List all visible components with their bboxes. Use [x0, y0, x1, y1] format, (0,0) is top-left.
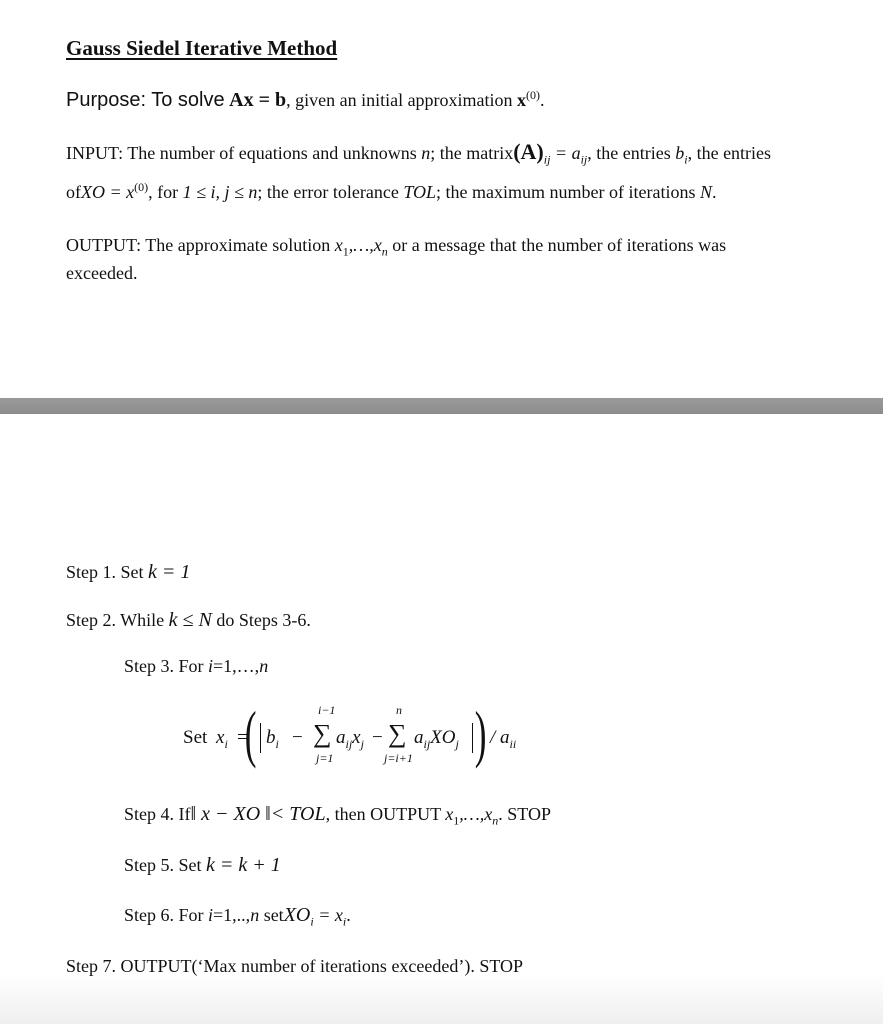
formula-XO: XO: [430, 727, 456, 748]
step-4-mid: ,…,x: [459, 804, 493, 824]
formula-b: [266, 726, 279, 750]
step-6-i: i: [208, 905, 214, 925]
formula-paren-right: ): [474, 698, 487, 769]
purpose-end: .: [540, 90, 545, 110]
input-range: 1 ≤ i, j ≤ n: [182, 182, 258, 202]
purpose-label: Purpose: To solve: [66, 89, 225, 111]
sigma-2-lower: j=i+1: [384, 751, 413, 765]
step-6-range: =1,..,: [213, 905, 251, 925]
formula-b-sub: i: [275, 736, 279, 751]
input-text-h: ; the maximum number of iterations: [436, 182, 696, 202]
step-4-label: Step 4. If: [124, 804, 191, 824]
sigma-1: ∑: [313, 719, 332, 748]
step-3-n: n: [259, 656, 269, 676]
input-text-d: , the entries: [687, 143, 772, 163]
output-text-b: or a message that the number of iterations was: [392, 235, 727, 255]
input-a-eq: = a: [554, 143, 581, 163]
formula-bar-right: [472, 723, 473, 753]
formula-x1: x: [352, 727, 361, 748]
formula-a2-sub: ij: [423, 736, 431, 751]
step-1: [66, 560, 190, 584]
step-2: [66, 608, 311, 632]
input-b: b: [675, 143, 685, 163]
step-4: [124, 802, 551, 826]
step-6-XO-sub: i: [310, 914, 314, 929]
step-3: [124, 654, 268, 678]
step-6-label: Step 6. For: [124, 905, 204, 925]
formula-a1-sub: ij: [345, 736, 353, 751]
input-XO-sup: (0): [134, 180, 149, 194]
input-line-1: [66, 140, 771, 165]
formula-a1: a: [336, 727, 346, 748]
output-sub-n: n: [381, 244, 388, 259]
step-2-label: Step 2. While: [66, 610, 165, 630]
formula-minus-1: −: [292, 727, 303, 748]
page-separator: [0, 398, 883, 414]
step-1-label: Step 1. Set: [66, 562, 144, 582]
sigma-2: ∑: [388, 719, 407, 748]
step-6-x-sub: i: [342, 914, 347, 929]
formula-XO-sub: j: [455, 736, 459, 751]
step-3-range: =1,…,: [213, 656, 260, 676]
formula-minus-2: −: [372, 727, 383, 748]
formula-div: / a: [490, 727, 510, 748]
formula-div-sub: ii: [509, 736, 517, 751]
input-XO: XO = x: [81, 182, 135, 202]
formula-term-2: [414, 726, 459, 750]
step-4-sub-n: n: [492, 813, 499, 828]
sigma-1-upper: i−1: [318, 703, 336, 717]
input-text-e: of: [66, 182, 81, 202]
step-6: [124, 903, 351, 927]
step-6-n: n: [250, 905, 260, 925]
input-line-2: [66, 180, 717, 204]
step-7: Step 7. OUTPUT(‘Max number of iterations exceeded’). STOP: [66, 956, 524, 976]
step-6-end: .: [346, 905, 351, 925]
input-text-c: , the entries: [587, 143, 671, 163]
input-A-sub: ij: [543, 152, 551, 167]
step-4-stop: . STOP: [498, 804, 551, 824]
step-5-math: k = k + 1: [206, 854, 281, 876]
step-1-math: k = 1: [148, 561, 191, 583]
step-6-set: set: [263, 905, 284, 925]
step-4-sub-1: 1: [453, 813, 460, 828]
formula-bar-left: [260, 723, 261, 753]
step-6-XO: XO: [283, 904, 311, 926]
purpose-line: [66, 88, 545, 112]
input-text-b: ; the matrix: [430, 143, 514, 163]
initial-approx-x: x: [517, 90, 527, 110]
document-page-bottom: [0, 414, 883, 1024]
formula-a2: a: [414, 727, 424, 748]
document-title: Gauss Siedel Iterative Method: [66, 36, 338, 60]
sigma-2-upper: n: [396, 703, 402, 717]
input-matrix-A: (A): [513, 139, 544, 164]
formula-xi: [216, 726, 228, 750]
formula-set: Set: [183, 727, 208, 748]
output-line-1: [66, 233, 726, 257]
input-text-a: INPUT: The number of equations and unknowns: [66, 143, 417, 163]
formula-eq: =: [237, 727, 248, 748]
step-4-x: x: [445, 804, 454, 824]
step-4-condition: ‖ x − XO ‖< TOL: [190, 803, 326, 825]
output-sub-1: 1: [342, 244, 349, 259]
formula-b-base: b: [266, 727, 276, 748]
output-mid: ,…,x: [348, 235, 382, 255]
output-x: x: [334, 235, 343, 255]
step-5-label: Step 5. Set: [124, 855, 202, 875]
document-page-top: [0, 0, 883, 398]
step-4-text: , then OUTPUT: [325, 804, 441, 824]
output-text-a: OUTPUT: The approximate solution: [66, 235, 331, 255]
output-line-2: exceeded.: [66, 263, 138, 283]
purpose-text: , given an initial approximation: [286, 90, 513, 110]
formula-xi-sub: i: [224, 736, 228, 751]
formula-x1-sub: j: [360, 736, 364, 751]
step-2-math: k ≤ N: [168, 609, 212, 631]
input-a-sub: ij: [580, 152, 588, 167]
input-N: N: [699, 182, 712, 202]
step-6-x: = x: [318, 905, 343, 925]
input-text-i: .: [712, 182, 717, 202]
input-text-g: ; the error tolerance: [257, 182, 399, 202]
step-3-i: i: [208, 656, 214, 676]
initial-approx-sup: (0): [526, 88, 541, 102]
step-5: [124, 853, 281, 877]
sigma-1-lower: j=1: [316, 751, 334, 765]
step-2-text: do Steps 3-6.: [216, 610, 311, 630]
formula-paren-left: (: [244, 698, 257, 769]
input-tol: TOL: [403, 182, 437, 202]
purpose-equation: Ax = b: [229, 89, 287, 111]
formula-divisor: [490, 726, 516, 750]
input-n: n: [421, 143, 431, 163]
input-text-f: , for: [148, 182, 179, 202]
input-b-sub: i: [684, 152, 688, 167]
formula-xi-base: x: [216, 727, 225, 748]
step-3-label: Step 3. For: [124, 656, 204, 676]
formula-term-1: [336, 726, 364, 750]
update-formula: [0, 694, 883, 784]
